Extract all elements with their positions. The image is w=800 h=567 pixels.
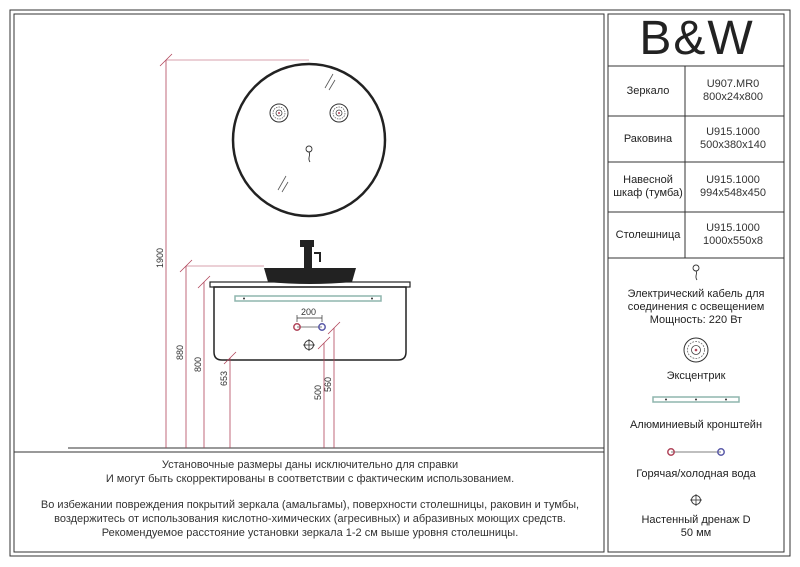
spec-value-cabinet bbox=[686, 162, 780, 212]
round-mirror bbox=[233, 64, 385, 216]
note-line: Рекомендуемое расстояние установки зеркала 1-2 см выше уровня столешницы. bbox=[101, 527, 519, 539]
wall-drain-icon bbox=[303, 339, 315, 351]
legend-water-text: Горячая/холодная вода bbox=[636, 468, 756, 480]
wall-drain-icon bbox=[690, 494, 702, 506]
aluminum-bracket bbox=[235, 296, 381, 301]
dim-653-label: 653 bbox=[219, 370, 229, 386]
spec-code: U915.1000 bbox=[706, 222, 760, 234]
dim-880-label: 880 bbox=[175, 344, 185, 360]
spec-label-countertop: Столешница bbox=[615, 228, 681, 241]
spec-size: 500x380x140 bbox=[699, 139, 767, 151]
eccentric-icon bbox=[684, 338, 708, 362]
legend-cable-text: Электрический кабель для соединения с освещением Мощность: 220 Вт bbox=[627, 288, 765, 326]
note-line: И могут быть скорректированы в соответствии с фактическим использованием. bbox=[105, 473, 515, 485]
spec-value-countertop bbox=[686, 212, 780, 258]
mirror-glare bbox=[329, 80, 335, 90]
eccentric-icon bbox=[270, 104, 288, 122]
mirror-glare bbox=[282, 182, 288, 192]
legend-drain-text: Настенный дренаж D 50 мм bbox=[641, 514, 751, 539]
hot-cold-water-icon bbox=[668, 449, 724, 455]
brand-logo: B&W bbox=[639, 12, 755, 65]
dim-800-label: 800 bbox=[193, 356, 203, 372]
dim-560-label: 560 bbox=[323, 376, 333, 392]
note-line: воздержитесь от использования кислотно-химических (агресивных) и абразивных моющих средств. bbox=[54, 513, 566, 525]
electric-cable-icon bbox=[306, 146, 312, 162]
spec-value-sink bbox=[686, 116, 780, 162]
spec-label-mirror: Зеркало bbox=[626, 84, 670, 97]
dim-1900-label: 1900 bbox=[155, 247, 165, 268]
note-line: Установочные размеры даны исключительно для справки bbox=[161, 459, 459, 471]
spec-value-mirror bbox=[686, 66, 780, 116]
legend-bracket-text: Алюминиевый кронштейн bbox=[629, 419, 763, 431]
faucet-spout bbox=[300, 240, 314, 247]
note-line: Во избежании повреждения покрытий зеркала (амальгамы), поверхности столешницы, раковин и тумбы, bbox=[40, 499, 580, 511]
spec-label-cabinet: Навесной шкаф (тумба) bbox=[613, 174, 683, 199]
dim-500-label: 500 bbox=[313, 384, 323, 400]
spec-code: U915.1000 bbox=[706, 174, 760, 186]
spec-size: 1000x550x8 bbox=[703, 235, 763, 247]
spec-size: 994x548x450 bbox=[699, 187, 767, 199]
spec-code: U907.MR0 bbox=[706, 78, 760, 90]
spec-size: 800x24x800 bbox=[703, 91, 763, 103]
aluminum-bracket-icon bbox=[653, 397, 739, 402]
dim-200-label: 200 bbox=[301, 307, 317, 317]
spec-label-sink: Раковина bbox=[623, 132, 673, 145]
installation-notes bbox=[20, 458, 600, 486]
legend-eccentric-text: Эксцентрик bbox=[666, 370, 726, 382]
eccentric-icon bbox=[330, 104, 348, 122]
faucet bbox=[304, 246, 312, 268]
spec-code: U915.1000 bbox=[706, 126, 760, 138]
care-notes bbox=[20, 498, 600, 540]
electric-cable-icon bbox=[693, 265, 699, 280]
faucet-handle bbox=[314, 253, 320, 262]
